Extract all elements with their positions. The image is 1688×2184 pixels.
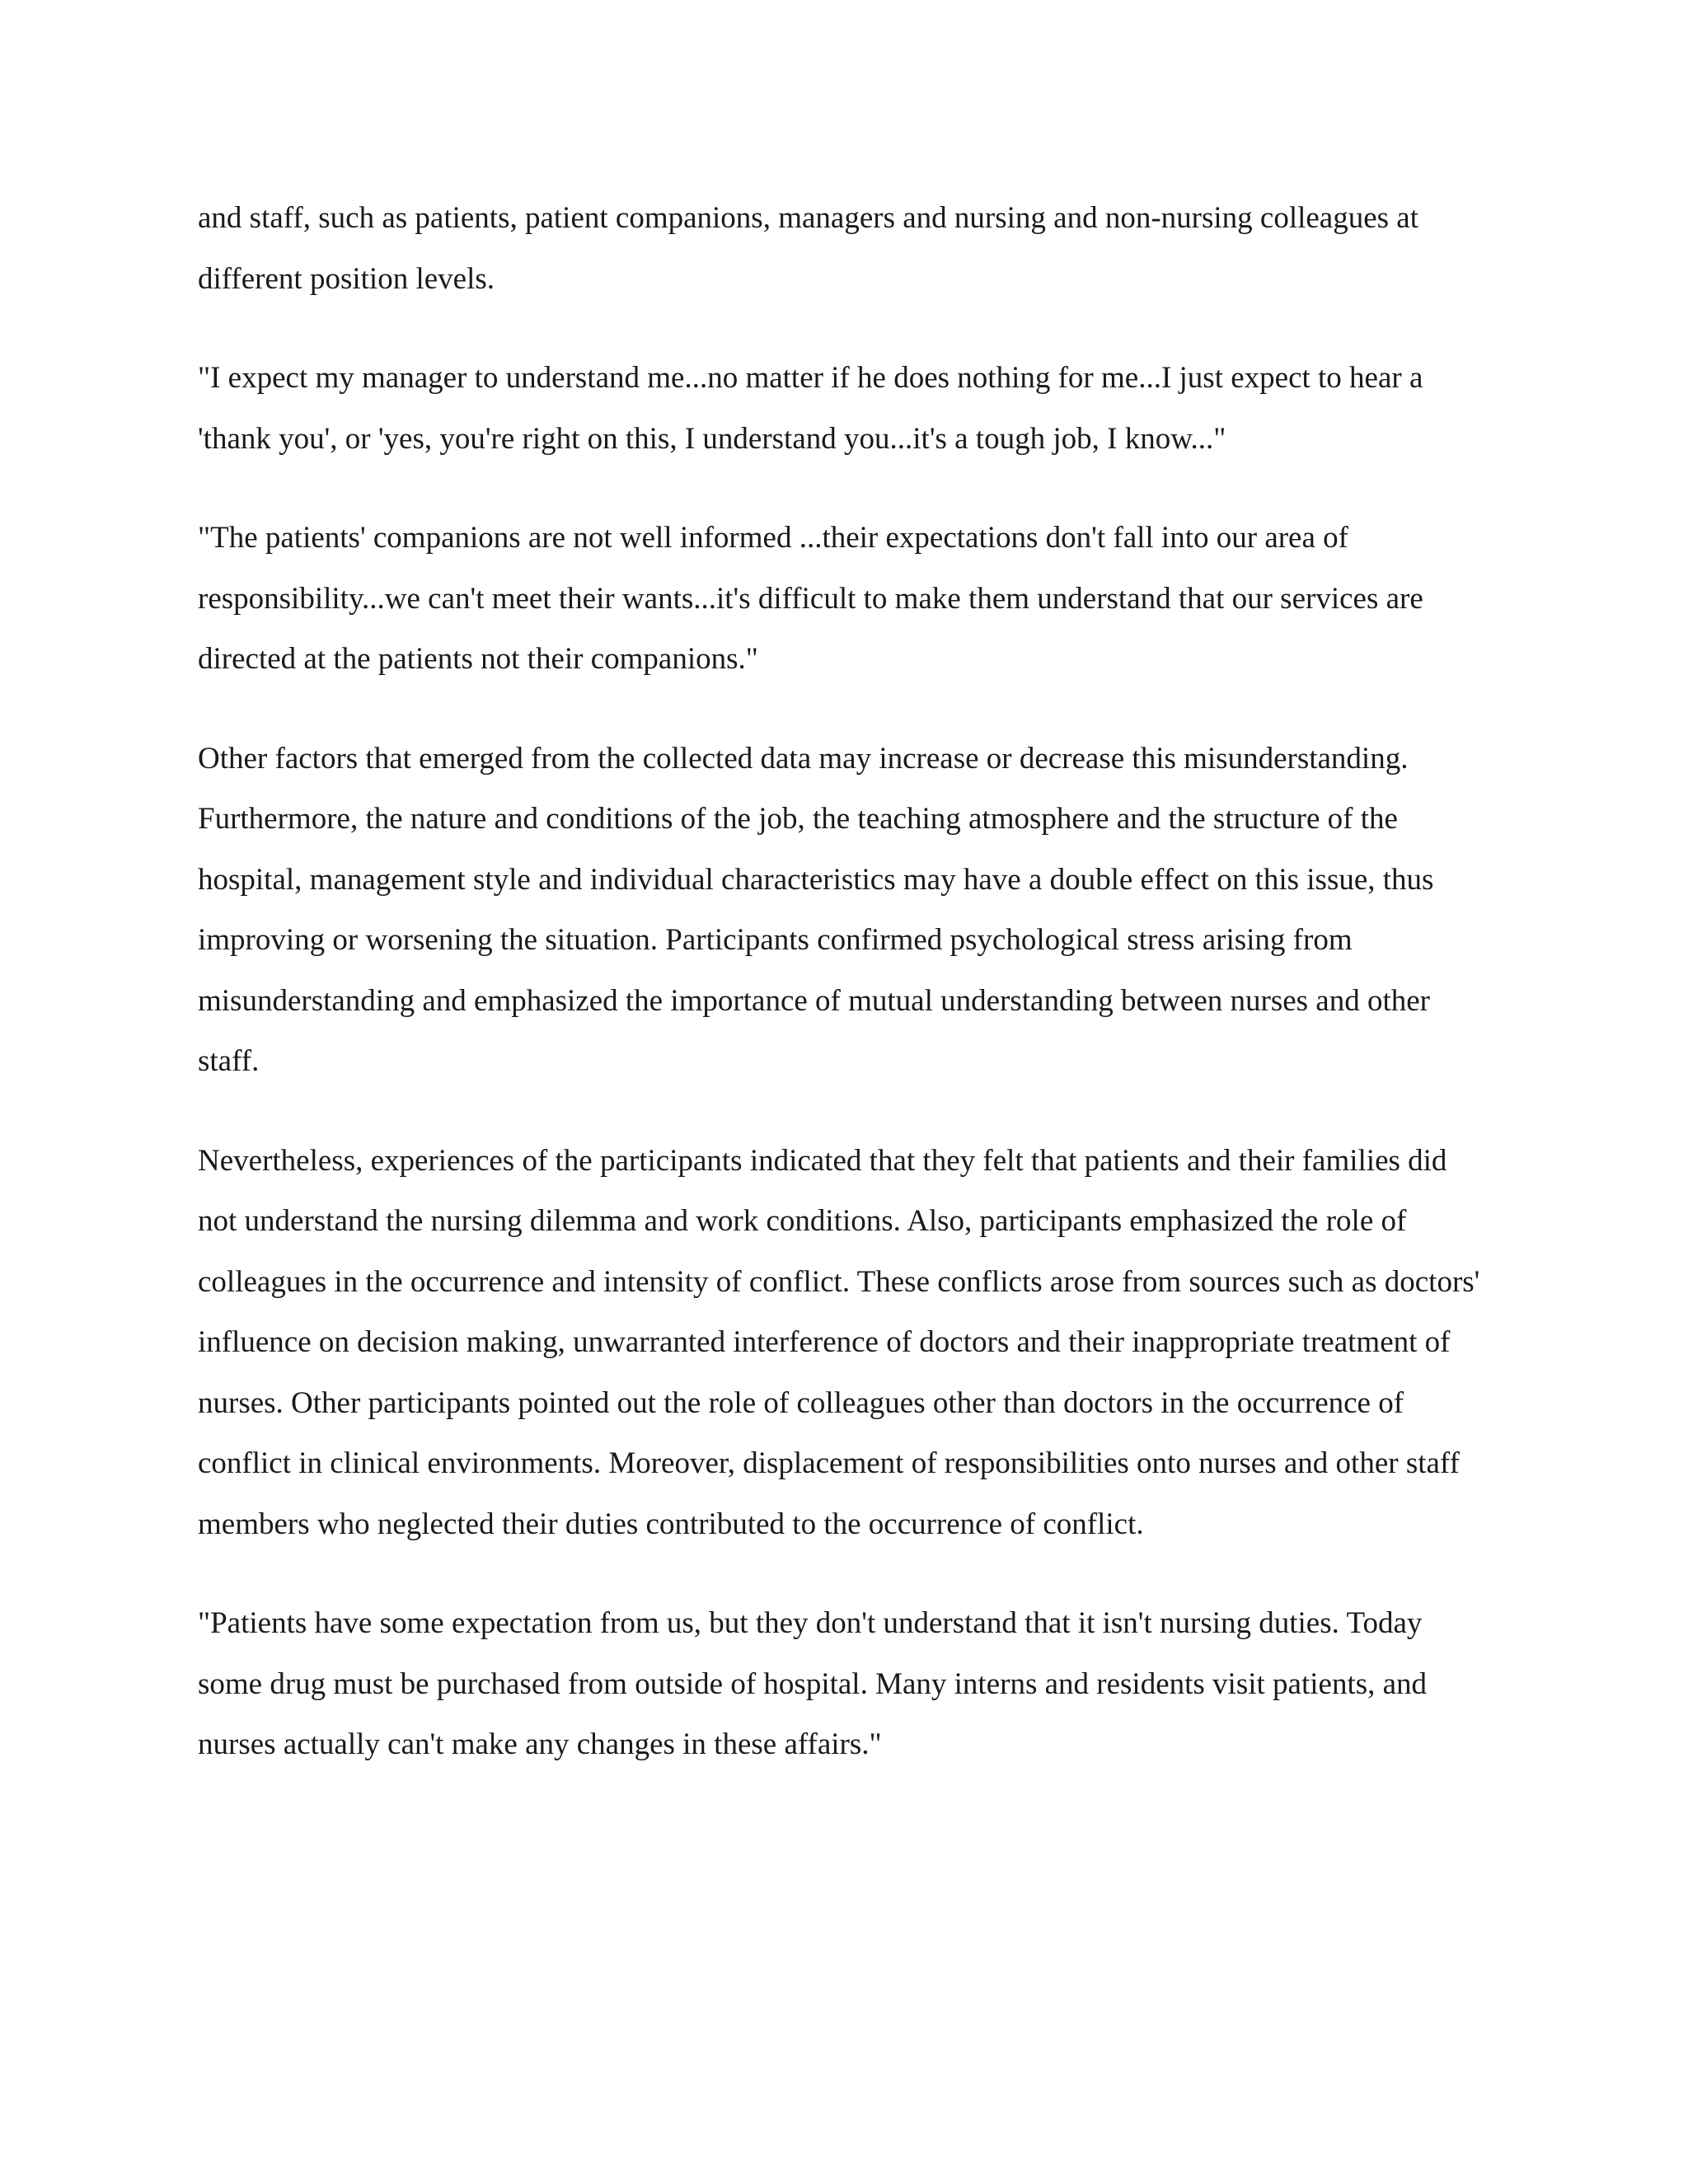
paragraph-staff-intro: and staff, such as patients, patient companions, managers and nursing and non-nursing colleagues at different position levels. [198,201,1418,296]
quote-patient-expectations: "Patients have some expectation from us, but they don't understand that it isn't nursing duties. Today some drug must be purchased from outside of hospital. Many interns and residents visit patients, and nurses actually can't make any changes in these affairs." [198,1606,1428,1761]
quote-patient-companions: "The patients' companions are not well informed ...their expectations don't fall into our area of responsibility...we can't meet their wants...it's difficult to make them understand that our services are directed at the patients not their companions." [198,521,1423,676]
paragraph-other-factors: Other factors that emerged from the collected data may increase or decrease this misunderstanding. Furthermore, the nature and conditions of the job, the teaching atmosphere and the structure of the hospital, management style and individual characteristics may have a double effect on this issue, thus improving or worsening the situation. Participants confirmed psychological stress arising from misunderstanding and emphasized the importance of mutual understanding between nurses and other staff. [198,741,1434,1078]
quote-manager-understanding: "I expect my manager to understand me...no matter if he does nothing for me...I just expect to hear a 'thank you', or 'yes, you're right on this, I understand you...it's a tough job, I know..." [198,361,1423,456]
paragraph-conflict-sources: Nevertheless, experiences of the participants indicated that they felt that patients and their families did not understand the nursing dilemma and work conditions. Also, participants emphasized the role of colleagues in the occurrence and intensity of conflict. These conflicts arose from sources such as doctors' influence on decision making, unwarranted interference of doctors and their inappropriate treatment of nurses. Other participants pointed out the role of colleagues other than doctors in the occurrence of conflict in clinical environments. Moreover, displacement of responsibilities onto nurses and other staff members who neglected their duties contributed to the occurrence of conflict. [198,1143,1480,1541]
document-body [198,188,1492,1814]
